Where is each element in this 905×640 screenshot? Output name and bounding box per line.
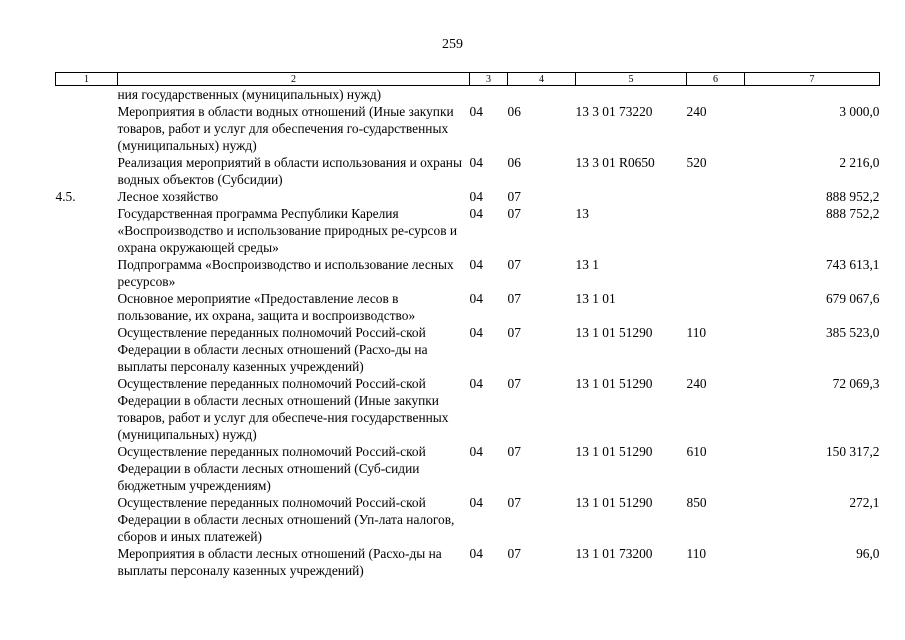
row-subsection: 07 [507,495,521,510]
row-amount [745,86,880,104]
row-target-code [576,86,687,104]
page-number: 259 [442,37,463,52]
row-expense-type: 110 [686,546,707,561]
row-section: 04 [469,291,483,306]
row-target-code: 13 1 01 51290 [575,325,653,340]
table-row [56,443,880,494]
row-expense-type: 240 [686,104,707,119]
row-number [56,205,118,256]
row-section [470,86,508,104]
row-amount: 96,0 [856,546,880,561]
row-name: Реализация мероприятий в области использования и охраны водных объектов (Субсидии) [117,155,462,187]
column-header-subsection: 4 [508,73,576,86]
row-number [56,154,118,188]
row-section: 04 [469,546,483,561]
row-number [56,375,118,443]
row-section: 04 [469,155,483,170]
row-expense-type: 240 [686,376,707,391]
table-row [56,494,880,545]
table-row [56,103,880,154]
row-section: 04 [469,376,483,391]
row-amount: 743 613,1 [825,257,880,272]
row-amount: 385 523,0 [825,325,880,340]
row-expense-type: 520 [686,155,707,170]
row-target-code: 13 1 01 51290 [575,444,653,459]
row-expense-type: 610 [686,444,707,459]
row-expense-type [687,188,745,205]
row-expense-type [687,205,745,256]
row-subsection: 07 [507,444,521,459]
row-subsection [508,86,576,104]
row-target-code: 13 1 01 [575,291,616,306]
row-amount: 72 069,3 [832,376,880,391]
row-target-code: 13 1 01 51290 [575,495,653,510]
row-number [56,324,118,375]
table-row [56,290,880,324]
column-header-expense-type: 6 [687,73,745,86]
row-name: ния государственных (муниципальных) нужд) [117,87,382,102]
row-number [56,494,118,545]
header-row [56,73,880,86]
row-name: Осуществление переданных полномочий Россий-ской Федерации в области лесных отношений (Иные закупки товаров, работ и услуг для обеспече-ния государственных (муниципальных) нужд) [117,376,449,442]
budget-table [55,72,880,579]
row-target-code: 13 3 01 73220 [575,104,653,119]
row-expense-type [687,256,745,290]
row-section: 04 [469,206,483,221]
table-row [56,205,880,256]
row-target-code: 13 3 01 R0650 [575,155,655,170]
row-section: 04 [469,495,483,510]
column-header-section: 3 [470,73,508,86]
row-name: Государственная программа Республики Карелия «Воспроизводство и использование природных ре-сурсов и охрана окружающей среды» [117,206,458,255]
table-row [56,188,880,205]
row-number [56,256,118,290]
row-expense-type: 850 [686,495,707,510]
table-row [56,154,880,188]
row-target-code: 13 1 01 73200 [575,546,653,561]
row-amount: 679 067,6 [825,291,880,306]
row-section: 04 [469,444,483,459]
row-number: 4.5. [55,189,76,204]
row-subsection: 07 [507,257,521,272]
table-row [56,545,880,579]
row-section: 04 [469,257,483,272]
row-number [56,545,118,579]
row-subsection: 07 [507,291,521,306]
row-subsection: 07 [507,206,521,221]
row-amount: 3 000,0 [839,104,880,119]
row-subsection: 07 [507,546,521,561]
row-target-code [576,188,687,205]
row-name: Подпрограмма «Воспроизводство и использование лесных ресурсов» [117,257,454,289]
row-target-code: 13 1 [575,257,599,272]
row-name: Основное мероприятие «Предоставление лесов в пользование, их охрана, защита и воспроизводство» [117,291,416,323]
row-name: Осуществление переданных полномочий Россий-ской Федерации в области лесных отношений (Суб-сидии бюджетным учреждениям) [117,444,426,493]
row-target-code: 13 1 01 51290 [575,376,653,391]
row-amount: 272,1 [849,495,880,510]
column-header-target: 5 [576,73,687,86]
row-expense-type: 110 [686,325,707,340]
row-amount: 2 216,0 [839,155,880,170]
table-row [56,256,880,290]
table-row [56,324,880,375]
row-name: Мероприятия в области лесных отношений (Расхо-ды на выплаты персоналу казенных учреждений) [117,546,442,578]
row-section: 04 [469,189,483,204]
row-name: Осуществление переданных полномочий Россий-ской Федерации в области лесных отношений (Расхо-ды на выплаты персоналу казенных учреждений) [117,325,428,374]
row-subsection: 07 [507,376,521,391]
row-name: Мероприятия в области водных отношений (Иные закупки товаров, работ и услуг для обеспечения го-сударственных (муниципальных) нужд) [117,104,454,153]
row-amount: 888 752,2 [825,206,880,221]
row-number [56,86,118,104]
row-subsection: 06 [507,104,521,119]
row-target-code: 13 [575,206,589,221]
row-section: 04 [469,104,483,119]
table-row [56,375,880,443]
row-name: Осуществление переданных полномочий Россий-ской Федерации в области лесных отношений (Уп-лата налогов, сборов и иных платежей) [117,495,455,544]
row-amount: 150 317,2 [825,444,880,459]
table-row [56,86,880,104]
column-header-amount: 7 [745,73,880,86]
row-expense-type [687,86,745,104]
row-subsection: 07 [507,189,521,204]
row-number [56,103,118,154]
row-number [56,290,118,324]
row-subsection: 07 [507,325,521,340]
column-header-name: 2 [118,73,470,86]
row-name: Лесное хозяйство [117,189,219,204]
row-section: 04 [469,325,483,340]
row-number [56,443,118,494]
row-subsection: 06 [507,155,521,170]
row-expense-type [687,290,745,324]
row-amount: 888 952,2 [825,189,880,204]
column-header-number: 1 [56,73,118,86]
